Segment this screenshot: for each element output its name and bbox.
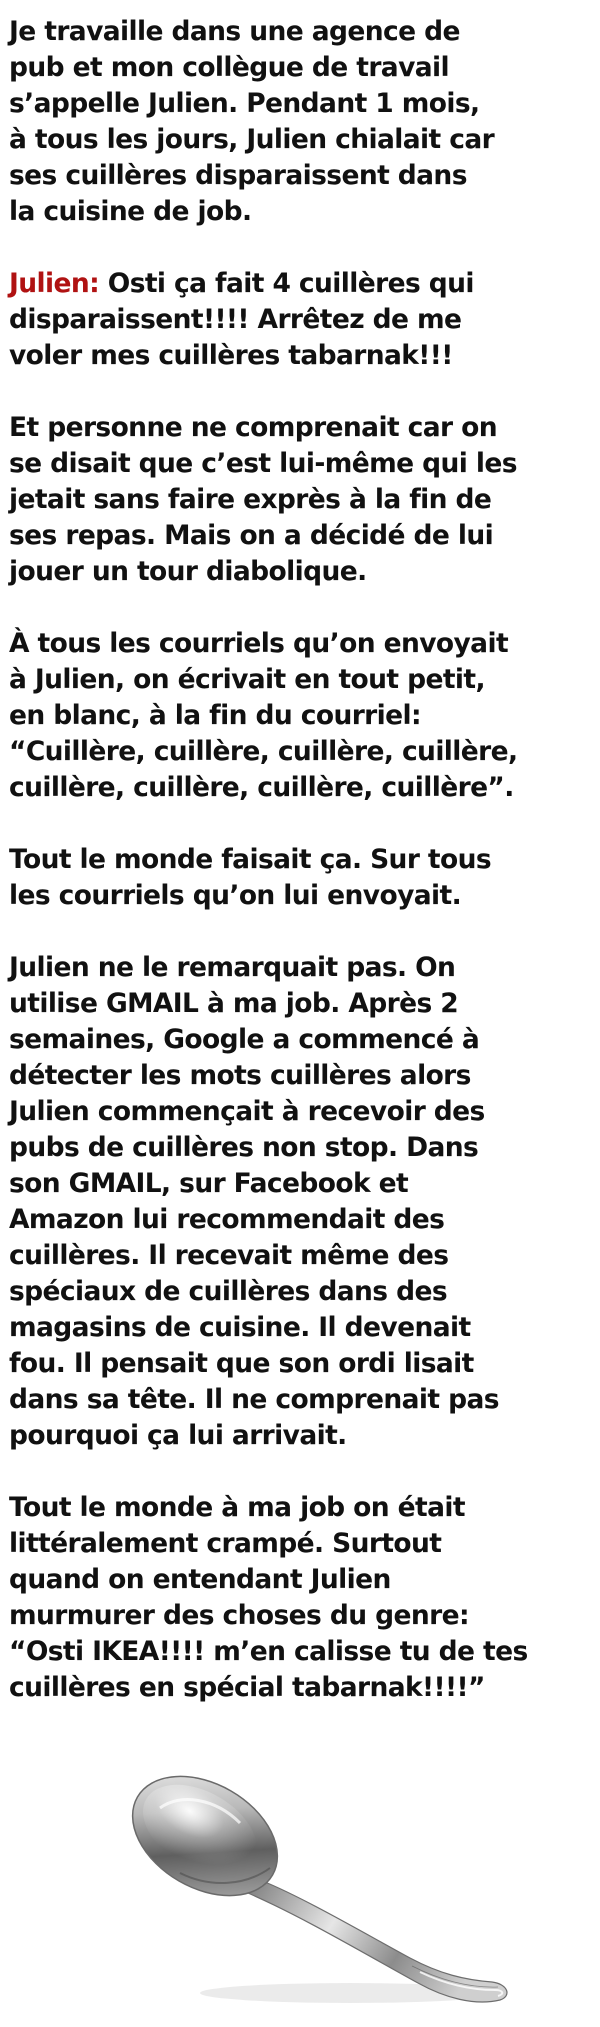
- text-line: fou. Il pensait que son ordi lisait: [9, 1348, 474, 1379]
- text-line: spéciaux de cuillères dans des: [9, 1276, 448, 1307]
- text-line: les courriels qu’on lui envoyait.: [9, 880, 462, 911]
- story-text: [9, 14, 594, 1706]
- text-line: Julien ne le remarquait pas. On: [9, 952, 456, 983]
- paragraph-gmail: [9, 950, 594, 1454]
- text-line: détecter les mots cuillères alors: [9, 1060, 471, 1091]
- text-line: Amazon lui recommendait des: [9, 1204, 445, 1235]
- text-line: quand on entendant Julien: [9, 1564, 391, 1595]
- text-line: pubs de cuillères non stop. Dans: [9, 1132, 479, 1163]
- text-line: murmurer des choses du genre:: [9, 1600, 469, 1631]
- text-line: “Cuillère, cuillère, cuillère, cuillère,: [9, 736, 518, 767]
- text-line: à tous les jours, Julien chialait car: [9, 124, 495, 155]
- text-line: disparaissent!!!! Arrêtez de me: [9, 304, 462, 335]
- text-line: ses repas. Mais on a décidé de lui: [9, 520, 494, 551]
- text-line: jouer un tour diabolique.: [9, 556, 367, 587]
- text-line: cuillères. Il recevait même des: [9, 1240, 449, 1271]
- text-line: dans sa tête. Il ne comprenait pas: [9, 1384, 499, 1415]
- text-line: Et personne ne comprenait car on: [9, 412, 498, 443]
- text-line: Je travaille dans une agence de: [9, 16, 460, 47]
- text-line: ses cuillères disparaissent dans: [9, 160, 467, 191]
- paragraph-plan: [9, 410, 594, 590]
- text-line: magasins de cuisine. Il devenait: [9, 1312, 471, 1343]
- text-line: Tout le monde à ma job on était: [9, 1492, 465, 1523]
- text-line: voler mes cuillères tabarnak!!!: [9, 340, 453, 371]
- text-line: cuillères en spécial tabarnak!!!!”: [9, 1672, 485, 1703]
- text-line: utilise GMAIL à ma job. Après 2: [9, 988, 459, 1019]
- text-line: Julien commençait à recevoir des: [9, 1096, 485, 1127]
- text-line: À tous les courriels qu’on envoyait: [9, 628, 509, 659]
- text-line: pourquoi ça lui arrivait.: [9, 1420, 347, 1451]
- spoon-icon: [120, 1768, 520, 2013]
- spoon-image: [120, 1768, 520, 2013]
- speaker-label: Julien:: [9, 268, 100, 299]
- text-line: son GMAIL, sur Facebook et: [9, 1168, 409, 1199]
- paragraph-intro: [9, 14, 594, 230]
- text-line: jetait sans faire exprès à la fin de: [9, 484, 492, 515]
- text-line: pub et mon collègue de travail: [9, 52, 450, 83]
- text-line: en blanc, à la fin du courriel:: [9, 700, 421, 731]
- paragraph-ending: [9, 1490, 594, 1706]
- text-line: “Osti IKEA!!!! m’en calisse tu de tes: [9, 1636, 528, 1667]
- text-line: la cuisine de job.: [9, 196, 252, 227]
- text-line: se disait que c’est lui-même qui les: [9, 448, 517, 479]
- text-line: littéralement crampé. Surtout: [9, 1528, 442, 1559]
- paragraph-quote-julien: [9, 266, 594, 374]
- text-line: s’appelle Julien. Pendant 1 mois,: [9, 88, 480, 119]
- text-line: Tout le monde faisait ça. Sur tous: [9, 844, 492, 875]
- quote-text: Osti ça fait 4 cuillères qui: [99, 268, 474, 299]
- text-line: [9, 266, 594, 302]
- text-line: à Julien, on écrivait en tout petit,: [9, 664, 485, 695]
- text-line: semaines, Google a commencé à: [9, 1024, 480, 1055]
- paragraph-everyone: [9, 842, 594, 914]
- text-line: cuillère, cuillère, cuillère, cuillère”.: [9, 772, 514, 803]
- paragraph-emails: [9, 626, 594, 806]
